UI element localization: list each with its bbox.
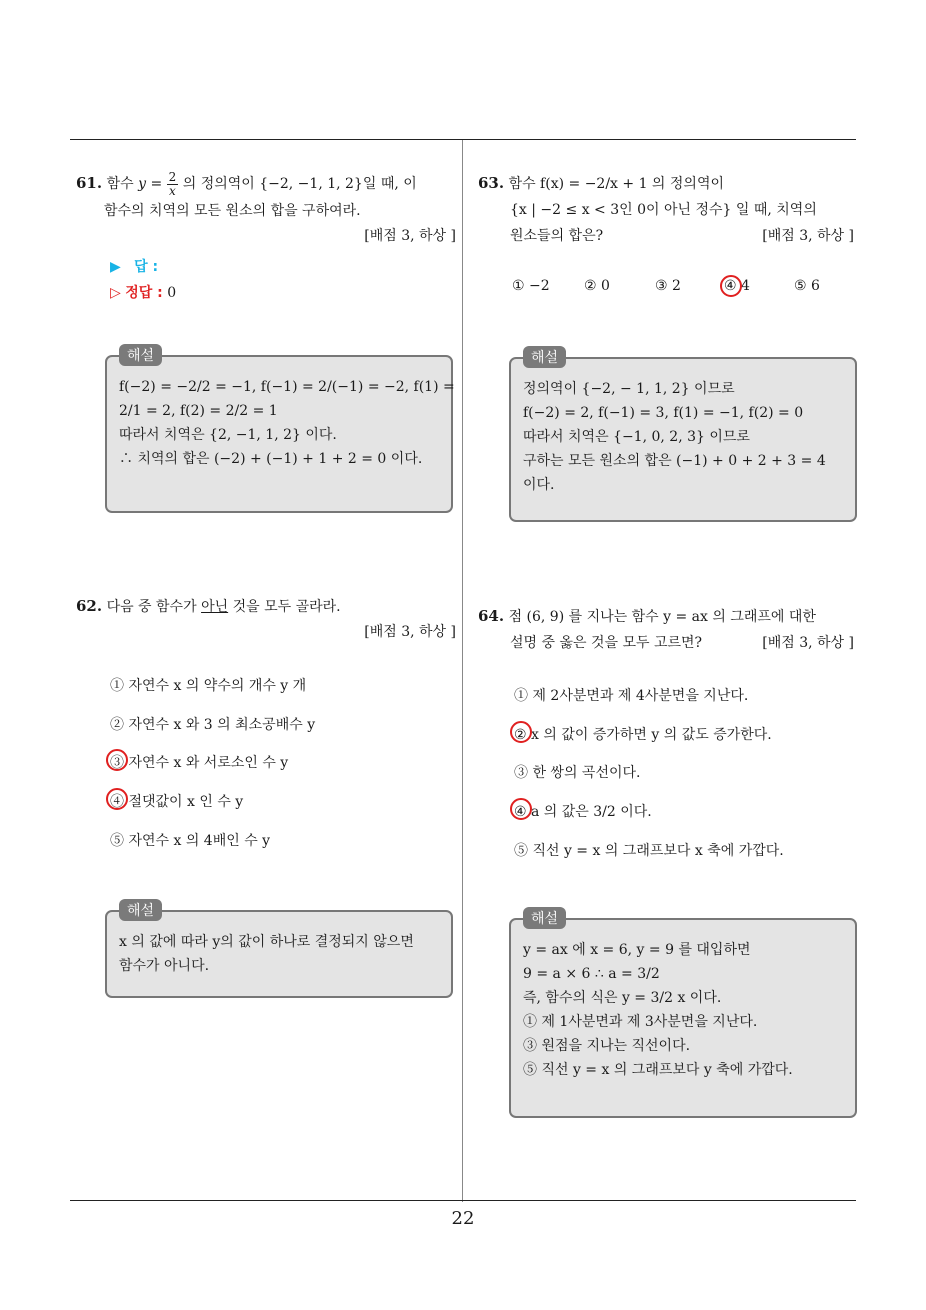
key-label: 정답 : bbox=[125, 284, 163, 301]
fraction-2-over-x: $\frac{2}{x}$ bbox=[168, 169, 177, 198]
solution-line: 즉, 함수의 식은 y = 3/2 x 이다. bbox=[523, 990, 722, 1006]
question-text: 원소들의 합은? bbox=[510, 228, 604, 244]
selected-circle-icon bbox=[720, 275, 742, 297]
choice-2[interactable]: ② 자연수 x 와 3 의 최소공배수 y bbox=[110, 717, 316, 733]
solution-tag: 해설 bbox=[523, 346, 566, 368]
triangle-outline-icon: ▷ bbox=[110, 284, 121, 301]
solution-line: 함수가 아니다. bbox=[119, 958, 210, 974]
choice-4[interactable] bbox=[110, 791, 243, 811]
choice-5[interactable]: ⑤ 자연수 x 의 4배인 수 y bbox=[110, 833, 271, 849]
question-text: 의 정의역이 {−2, −1, 1, 2}일 때, 이 bbox=[182, 176, 417, 192]
question-number: 62. bbox=[76, 597, 103, 615]
choice-text: ④ a 의 값은 3/2 이다. bbox=[514, 804, 652, 820]
choice-4[interactable] bbox=[514, 801, 652, 821]
solution-box-62 bbox=[105, 903, 453, 998]
key-value: 0 bbox=[167, 284, 177, 301]
score-meta: [배점 3, 하상 ] bbox=[762, 228, 854, 244]
answer-label: 답 : bbox=[134, 258, 159, 275]
solution-box-61 bbox=[105, 348, 455, 513]
solution-tag: 해설 bbox=[119, 899, 162, 921]
choice-5[interactable]: ⑤ 직선 y = x 의 그래프보다 x 축에 가깝다. bbox=[514, 843, 784, 859]
bottom-rule bbox=[70, 1200, 856, 1201]
question-63 bbox=[478, 170, 858, 249]
question-text: 다음 중 함수가 bbox=[106, 599, 202, 615]
question-62 bbox=[76, 593, 456, 644]
solution-line: ∴ 치역의 합은 (−2) + (−1) + 1 + 2 = 0 이다. bbox=[119, 451, 423, 467]
solution-line: 9 = a × 6 ∴ a = 3/2 bbox=[523, 966, 660, 982]
solution-line: 이다. bbox=[523, 477, 555, 493]
solution-line: 따라서 치역은 {2, −1, 1, 2} 이다. bbox=[119, 427, 337, 443]
score-meta: [배점 3, 하상 ] bbox=[364, 624, 456, 640]
selected-circle-icon bbox=[510, 798, 532, 820]
choice-3[interactable] bbox=[110, 752, 288, 772]
question-number: 61. bbox=[76, 174, 103, 192]
question-number: 63. bbox=[478, 174, 505, 192]
page-number: 22 bbox=[451, 1208, 475, 1229]
question-61: 61. 함수 y = $\frac{2}{x}$ 의 정의역이 {−2, −1, 1, 2}일 때, 이 함수의 치역의 모든 원소의 합을 구하여라. [배점 3, 하상 ] ▶ 답 : ▷ 정답 : 0 bbox=[76, 170, 456, 306]
solution-line: 구하는 모든 원소의 합은 (−1) + 0 + 2 + 3 = 4 bbox=[523, 453, 826, 469]
key-line bbox=[110, 280, 456, 306]
question-text: 설명 중 옳은 것을 모두 고르면? bbox=[510, 635, 703, 651]
choice-2[interactable] bbox=[514, 724, 772, 744]
selected-circle-icon bbox=[106, 749, 128, 771]
choice-text: ④ 4 bbox=[724, 278, 750, 294]
solution-line: 따라서 치역은 {−1, 0, 2, 3} 이므로 bbox=[523, 429, 750, 445]
solution-line: ⑤ 직선 y = x 의 그래프보다 y 축에 가깝다. bbox=[523, 1062, 793, 1078]
question-text: {x | −2 ≤ x < 3인 0이 아닌 정수} 일 때, 치역의 bbox=[510, 202, 817, 218]
solution-line: x 의 값에 따라 y의 값이 하나로 결정되지 않으면 bbox=[119, 934, 414, 950]
question-text: 함수 bbox=[106, 176, 134, 192]
choice-4[interactable] bbox=[724, 278, 750, 294]
selected-circle-icon bbox=[106, 788, 128, 810]
solution-line: f(−2) = −2/2 = −1, f(−1) = 2/(−1) = −2, f(1) = bbox=[119, 379, 455, 395]
solution-line: 정의역이 {−2, − 1, 1, 2} 이므로 bbox=[523, 381, 735, 397]
choice-3[interactable]: ③ 한 쌍의 곡선이다. bbox=[514, 765, 641, 781]
question-underlined-word: 아닌 bbox=[201, 599, 229, 615]
solution-tag: 해설 bbox=[119, 344, 162, 366]
answer-line bbox=[110, 254, 456, 280]
solution-box-64 bbox=[509, 911, 857, 1118]
solution-line: ③ 원점을 지나는 직선이다. bbox=[523, 1038, 691, 1054]
score-meta: [배점 3, 하상 ] bbox=[762, 635, 854, 651]
score-meta: [배점 3, 하상 ] bbox=[364, 227, 456, 244]
play-icon: ▶ bbox=[110, 258, 121, 275]
question-text: 것을 모두 골라라. bbox=[228, 599, 341, 615]
choice-1[interactable]: ① −2 bbox=[512, 278, 550, 294]
selected-circle-icon bbox=[510, 721, 532, 743]
choice-text: ② x 의 값이 증가하면 y 의 값도 증가한다. bbox=[514, 727, 772, 743]
solution-line: 2/1 = 2, f(2) = 2/2 = 1 bbox=[119, 403, 278, 419]
question-text: 함수 f(x) = −2/x + 1 의 정의역이 bbox=[508, 176, 725, 192]
choice-1[interactable]: ① 자연수 x 의 약수의 개수 y 개 bbox=[110, 678, 307, 694]
top-rule bbox=[70, 139, 856, 140]
choice-5[interactable]: ⑤ 6 bbox=[794, 278, 820, 294]
choice-text: ④ 절댓값이 x 인 수 y bbox=[110, 794, 244, 810]
choice-3[interactable]: ③ 2 bbox=[655, 278, 681, 294]
column-divider bbox=[462, 140, 463, 1202]
solution-line: y = ax 에 x = 6, y = 9 를 대입하면 bbox=[523, 942, 751, 958]
question-64 bbox=[478, 603, 858, 656]
solution-tag: 해설 bbox=[523, 907, 566, 929]
question-text: 점 (6, 9) 를 지나는 함수 y = ax 의 그래프에 대한 bbox=[508, 609, 816, 625]
choice-1[interactable]: ① 제 2사분면과 제 4사분면을 지난다. bbox=[514, 688, 749, 704]
choice-2[interactable]: ② 0 bbox=[584, 278, 610, 294]
question-text: 함수의 치역의 모든 원소의 합을 구하여라. bbox=[104, 202, 361, 219]
solution-line: ① 제 1사분면과 제 3사분면을 지난다. bbox=[523, 1014, 758, 1030]
choice-text: ③ 자연수 x 와 서로소인 수 y bbox=[110, 755, 289, 771]
question-number: 64. bbox=[478, 607, 505, 625]
solution-box-63 bbox=[509, 350, 857, 522]
solution-line: f(−2) = 2, f(−1) = 3, f(1) = −1, f(2) = 0 bbox=[523, 405, 804, 421]
